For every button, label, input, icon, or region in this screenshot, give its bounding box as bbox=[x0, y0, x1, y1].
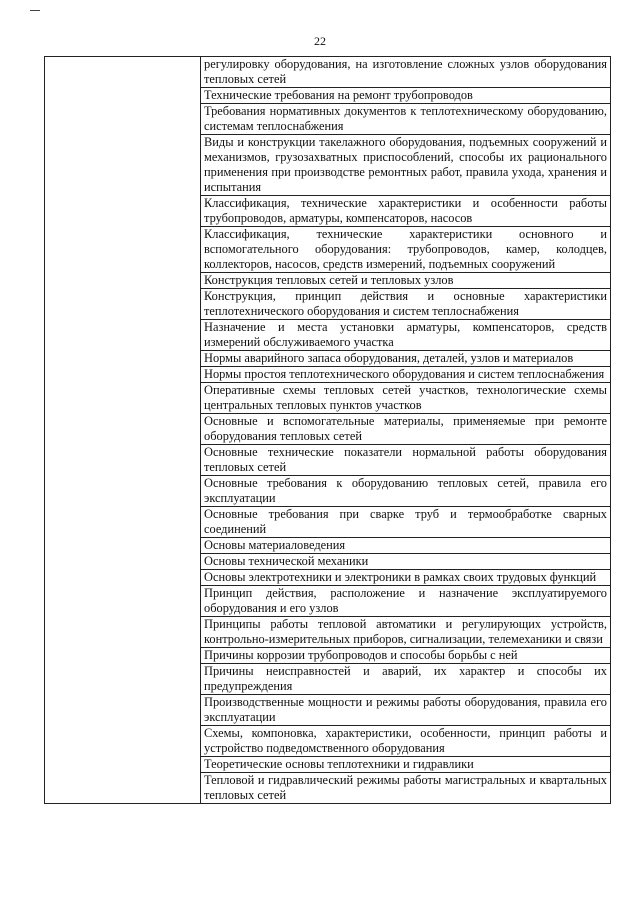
requirement-text: Требования нормативных документов к теплотехническому оборудованию, системам теплоснабжения bbox=[201, 104, 611, 135]
requirement-text: Основы технической механики bbox=[201, 554, 611, 570]
requirement-text: Основные требования к оборудованию тепловых сетей, правила его эксплуатации bbox=[201, 476, 611, 507]
requirement-text: Классификация, технические характеристики и особенности работы трубопроводов, арматуры, компенсаторов, насосов bbox=[201, 196, 611, 227]
requirement-text: Нормы аварийного запаса оборудования, деталей, узлов и материалов bbox=[201, 351, 611, 367]
requirement-text: Схемы, компоновка, характеристики, особенности, принцип работы и устройство подведомственного оборудования bbox=[201, 726, 611, 757]
requirement-text: Принципы работы тепловой автоматики и регулирующих устройств, контрольно-измерительных приборов, сигнализации, телемеханики и связи bbox=[201, 617, 611, 648]
requirements-table-body bbox=[45, 57, 611, 804]
table-row bbox=[45, 57, 611, 88]
requirement-text: регулировку оборудования, на изготовление сложных узлов оборудования тепловых сетей bbox=[201, 57, 611, 88]
page-number: 22 bbox=[314, 34, 326, 48]
requirement-text: Основы материаловедения bbox=[201, 538, 611, 554]
scan-mark bbox=[30, 10, 40, 11]
requirement-text: Причины коррозии трубопроводов и способы борьбы с ней bbox=[201, 648, 611, 664]
requirement-text: Виды и конструкции такелажного оборудования, подъемных сооружений и механизмов, грузозахватных приспособлений, способы их рационального применения при производстве ремонтных работ, правила ухода, хранения и испытания bbox=[201, 135, 611, 196]
section-label-cell bbox=[45, 57, 201, 804]
requirement-text: Технические требования на ремонт трубопроводов bbox=[201, 88, 611, 104]
requirement-text: Назначение и места установки арматуры, компенсаторов, средств измерений обслуживаемого участка bbox=[201, 320, 611, 351]
requirement-text: Классификация, технические характеристики основного и вспомогательного оборудования: трубопроводов, камер, колодцев, коллекторов, насосов, средств измерений, подъемных сооружений bbox=[201, 227, 611, 273]
requirement-text: Оперативные схемы тепловых сетей участков, технологические схемы центральных тепловых пунктов участков bbox=[201, 383, 611, 414]
requirement-text: Принцип действия, расположение и назначение эксплуатируемого оборудования и его узлов bbox=[201, 586, 611, 617]
requirement-text: Основы электротехники и электроники в рамках своих трудовых функций bbox=[201, 570, 611, 586]
requirement-text: Основные требования при сварке труб и термообработке сварных соединений bbox=[201, 507, 611, 538]
requirement-text: Основные и вспомогательные материалы, применяемые при ремонте оборудования тепловых сетей bbox=[201, 414, 611, 445]
requirement-text: Теоретические основы теплотехники и гидравлики bbox=[201, 757, 611, 773]
requirement-text: Тепловой и гидравлический режимы работы магистральных и квартальных тепловых сетей bbox=[201, 773, 611, 804]
requirement-text: Конструкция, принцип действия и основные характеристики теплотехнического оборудования и систем теплоснабжения bbox=[201, 289, 611, 320]
requirement-text: Причины неисправностей и аварий, их характер и способы их предупреждения bbox=[201, 664, 611, 695]
requirement-text: Конструкция тепловых сетей и тепловых узлов bbox=[201, 273, 611, 289]
requirements-table bbox=[44, 56, 611, 804]
requirement-text: Производственные мощности и режимы работы оборудования, правила его эксплуатации bbox=[201, 695, 611, 726]
requirement-text: Основные технические показатели нормальной работы оборудования тепловых сетей bbox=[201, 445, 611, 476]
requirement-text: Нормы простоя теплотехнического оборудования и систем теплоснабжения bbox=[201, 367, 611, 383]
